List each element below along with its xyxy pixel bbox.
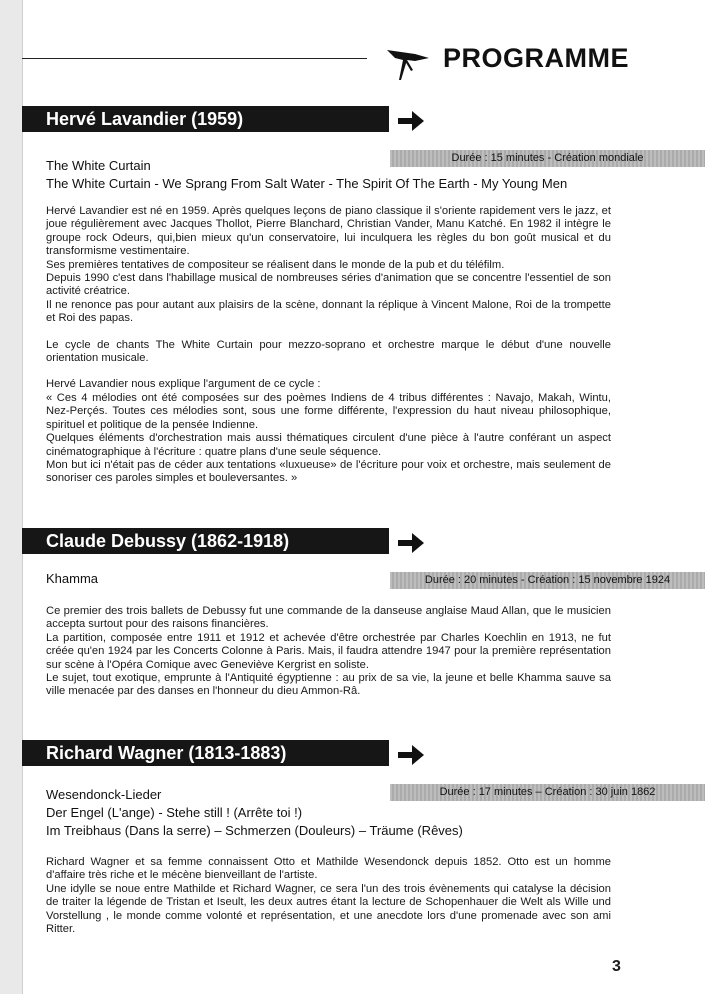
paragraph: La partition, composée entre 1911 et 1912 et achevée d'être orchestrée par Charles Koechlin en 1913, ne fut créée qu'en 1924 par les Concerts Colonne à Paris. Mais, il faudra attendre 1947 pour la première représentation sur scène à l'Opéra Comique avec Geneviève Kergrist en soliste.	[46, 631, 611, 671]
duration-badge: Durée : 17 minutes – Création : 30 juin 1862	[390, 784, 705, 801]
section-heading-wagner: Richard Wagner (1813-1883)	[22, 740, 389, 766]
work-title: Khamma	[46, 571, 99, 586]
arrow-right-icon	[396, 742, 426, 768]
page-number: 3	[612, 958, 621, 975]
section-body	[46, 856, 611, 936]
work-movements: Der Engel (L'ange) - Stehe still ! (Arrête toi !)	[46, 805, 303, 820]
work-title: Wesendonck-Lieder	[46, 787, 162, 802]
work-title: The White Curtain	[46, 158, 151, 173]
page-left-margin-strip	[0, 0, 23, 994]
section-body	[46, 605, 611, 699]
paragraph: Il ne renonce pas pour autant aux plaisirs de la scène, donnant la réplique à Vincent Malone, Roi de la trompette et Roi des papas.	[46, 298, 611, 325]
duration-badge: Durée : 20 minutes - Création : 15 novembre 1924	[390, 572, 705, 589]
work-movements: Im Treibhaus (Dans la serre) – Schmerzen (Douleurs) – Träume (Rêves)	[46, 823, 463, 838]
paragraph: Hervé Lavandier est né en 1959. Après quelques leçons de piano classique il s'oriente rapidement vers le jazz, et joue régulièrement avec Jacques Thollot, Pierre Blanchard, Christian Vander, Manu Katché. En 1982 il intègre le groupe rock Odeurs, qui,bien mieux qu'un conservatoire, lui inculquera les règles du bon goût musical et du transformisme vestimentaire.	[46, 205, 611, 258]
swallow-logo-icon	[385, 44, 431, 84]
paragraph: Ce premier des trois ballets de Debussy fut une commande de la danseuse anglaise Maud Allan, que le musicien accepta surtout pour des raisons financières.	[46, 605, 611, 631]
paragraph: Depuis 1990 c'est dans l'habillage musical de nombreuses séries d'animation que se concentre l'essentiel de son activité créatrice.	[46, 272, 611, 298]
arrow-right-icon	[396, 530, 426, 556]
arrow-right-icon	[396, 108, 426, 134]
section-body	[46, 205, 611, 486]
section-heading-lavandier: Hervé Lavandier (1959)	[22, 106, 389, 132]
paragraph: « Ces 4 mélodies ont été composées sur des poèmes Indiens de 4 tribus différentes : Navajo, Makah, Wintu, Nez-Perçés. Toutes ces mélodies sont, sous une forme différente, l'expression du haut niveau philosophique, spirituel et politique de la pensée Indienne.	[46, 391, 611, 431]
paragraph: Richard Wagner et sa femme connaissent Otto et Mathilde Wesendonck depuis 1852. Otto est un homme d'affaire très riche et le mécène bienveillant de l'artiste.	[46, 856, 611, 882]
paragraph: Une idylle se noue entre Mathilde et Richard Wagner, ce sera l'un des trois évènements qui catalyse la décision de traiter la légende de Tristan et Iseult, les deux autres étant la lecture de Schopenhauer die Welt als Wille und Vorstellung , le monde comme volonté et représentation, et une anecdote lors d'une promenade avec son ami Ritter.	[46, 882, 611, 936]
paragraph: Ses premières tentatives de compositeur se réalisent dans le monde de la pub et du téléfilm.	[46, 258, 505, 271]
paragraph: Quelques éléments d'orchestration mais aussi thématiques circulent d'une pièce à l'autre conférant un aspect cinématographique à l'écriture : quatre plans d'une seule séquence.	[46, 432, 611, 458]
header-rule	[22, 58, 367, 59]
paragraph: Le cycle de chants The White Curtain pour mezzo-soprano et orchestre marque le début d'une nouvelle orientation musicale.	[46, 338, 611, 365]
paragraph: Hervé Lavandier nous explique l'argument de ce cycle :	[46, 378, 321, 391]
paragraph: Le sujet, tout exotique, emprunte à l'Antiquité égyptienne : au prix de sa vie, la jeune et belle Khamma sauve sa ville menacée par des danses en l'honneur du dieu Ammon-Râ.	[46, 672, 611, 698]
duration-badge: Durée : 15 minutes - Création mondiale	[390, 150, 705, 167]
work-movements: The White Curtain - We Sprang From Salt Water - The Spirit Of The Earth - My Young Men	[46, 176, 568, 191]
section-heading-debussy: Claude Debussy (1862-1918)	[22, 528, 389, 554]
page-title: PROGRAMME	[443, 43, 629, 73]
paragraph: Mon but ici n'était pas de céder aux tentations «luxueuse» de l'écriture pour voix et orchestre, mais seulement de sonoriser ces paroles simples et bouleversantes. »	[46, 458, 611, 485]
